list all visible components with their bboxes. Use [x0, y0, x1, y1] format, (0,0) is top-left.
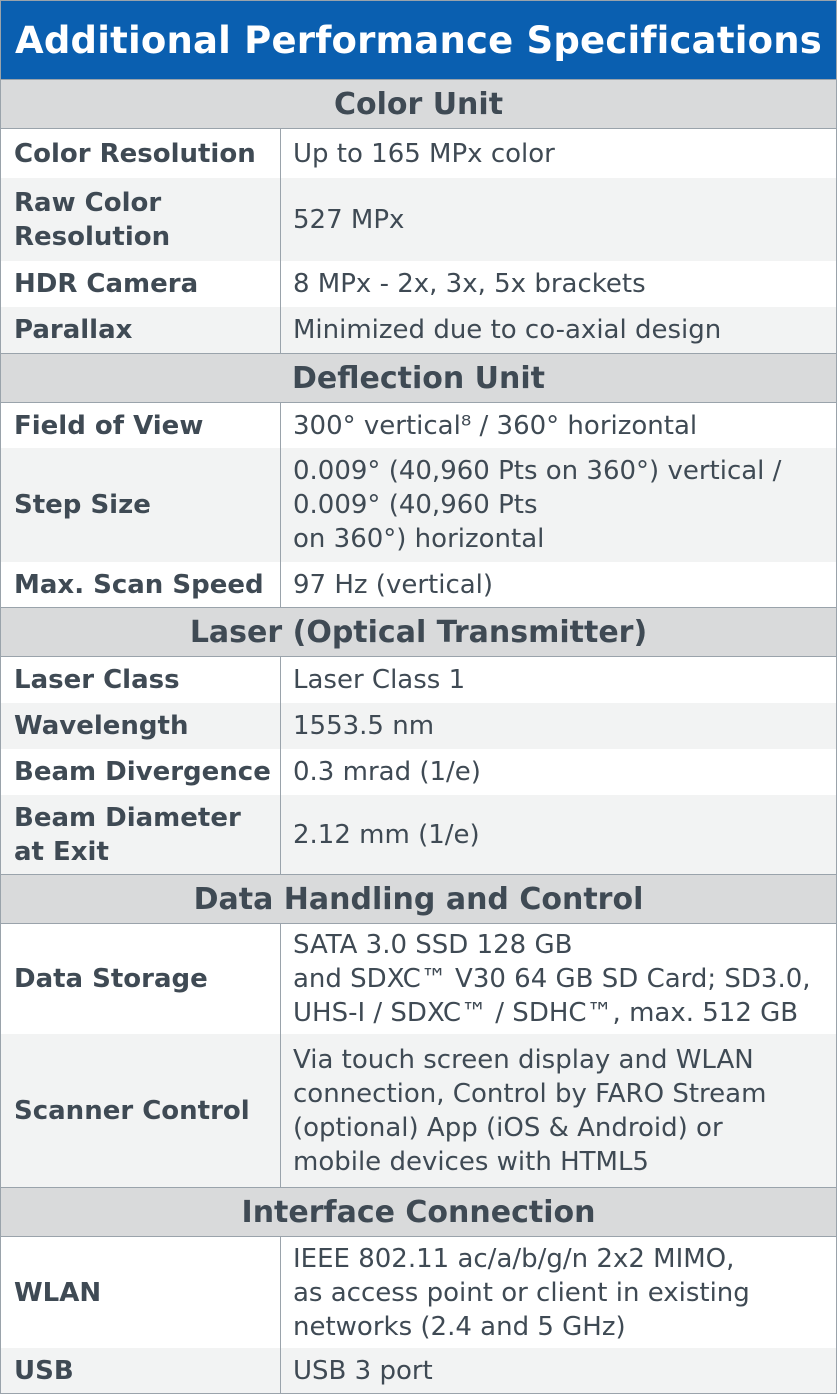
page-title: Additional Performance Specifications — [1, 1, 836, 79]
spec-value: 527 MPx — [293, 204, 405, 235]
spec-row — [1, 1348, 836, 1393]
spec-label: Step Size — [1, 448, 281, 562]
spec-row — [1, 261, 836, 307]
spec-value: IEEE 802.11 ac/a/b/g/n 2x2 MIMO, as access point or client in existing networks (2.4 and 5 GHz) — [293, 1243, 750, 1342]
section-data-handling — [1, 874, 836, 1187]
section-header: Deflection Unit — [1, 354, 836, 403]
spec-row — [1, 924, 836, 1034]
spec-value: Laser Class 1 — [293, 665, 466, 695]
spec-value: Via touch screen display and WLAN connection, Control by FARO Stream (optional) App (iOS & Android) or mobile devices with HTML5 — [293, 1044, 767, 1177]
spec-value: 1553.5 nm — [293, 711, 435, 741]
spec-row — [1, 1237, 836, 1348]
spec-row — [1, 749, 836, 795]
spec-value: 0.009° (40,960 Pts on 360°) vertical / 0.009° (40,960 Pts on 360°) horizontal — [293, 456, 782, 554]
spec-row — [1, 795, 836, 874]
section-header: Laser (Optical Transmitter) — [1, 608, 836, 657]
spec-value: SATA 3.0 SSD 128 GB and SDXC™ V30 64 GB SD Card; SD3.0, UHS-I / SDXC™ / SDHC™, max. 512 GB — [293, 930, 811, 1028]
spec-value: USB 3 port — [293, 1355, 433, 1386]
spec-value: Up to 165 MPx color — [293, 138, 555, 169]
spec-value: Minimized due to co-axial design — [293, 315, 722, 345]
spec-row — [1, 403, 836, 448]
spec-value: 0.3 mrad (1/e) — [293, 757, 481, 787]
section-header: Interface Connection — [1, 1188, 836, 1237]
spec-label: Raw Color Resolution — [1, 178, 281, 261]
spec-row — [1, 703, 836, 749]
spec-label: Max. Scan Speed — [1, 562, 281, 607]
spec-label: HDR Camera — [1, 261, 281, 307]
spec-label: Scanner Control — [1, 1034, 281, 1187]
spec-label: Laser Class — [1, 657, 281, 703]
spec-label: Wavelength — [1, 703, 281, 749]
spec-value: 2.12 mm (1/e) — [293, 819, 480, 850]
section-laser — [1, 607, 836, 874]
spec-row — [1, 448, 836, 562]
spec-row — [1, 129, 836, 178]
spec-value: 8 MPx - 2x, 3x, 5x brackets — [293, 269, 646, 299]
section-color-unit — [1, 79, 836, 353]
section-deflection-unit — [1, 353, 836, 607]
spec-row — [1, 1034, 836, 1187]
spec-value: 97 Hz (vertical) — [293, 569, 494, 600]
spec-label: Data Storage — [1, 924, 281, 1034]
spec-label: Beam Divergence — [1, 749, 281, 795]
spec-label: Field of View — [1, 403, 281, 448]
spec-value: 300° vertical⁸ / 360° horizontal — [293, 410, 698, 441]
spec-row — [1, 178, 836, 261]
spec-row — [1, 562, 836, 607]
spec-label: Parallax — [1, 307, 281, 353]
spec-label: Beam Diameter at Exit — [1, 795, 281, 874]
spec-row — [1, 307, 836, 353]
spec-label: Color Resolution — [1, 129, 281, 178]
spec-label: WLAN — [1, 1237, 281, 1348]
spec-row — [1, 657, 836, 703]
section-header: Color Unit — [1, 80, 836, 129]
section-interface-connection — [1, 1187, 836, 1393]
spec-label: USB — [1, 1348, 281, 1393]
section-header: Data Handling and Control — [1, 875, 836, 924]
